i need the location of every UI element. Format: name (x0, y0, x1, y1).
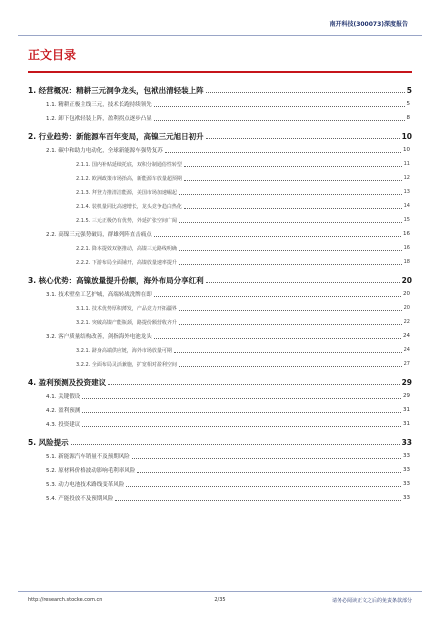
dot-leader (184, 180, 402, 181)
toc-entry-level-2[interactable] (0, 418, 440, 430)
toc-entry-page-number: 20 (401, 275, 412, 285)
dot-leader (154, 338, 401, 339)
dot-leader (179, 194, 402, 195)
toc-entry-label: 3.1.1. 技术优势厚积薄发，产品竞力开拓疆界 (76, 305, 177, 312)
toc-entry-page-number: 33 (403, 467, 410, 473)
dot-leader (206, 138, 400, 139)
page-footer (28, 594, 412, 606)
header-divider (18, 35, 422, 36)
dot-leader (132, 458, 401, 459)
footer-page-number: 2/35 (214, 597, 226, 603)
toc-entry-page-number: 24 (403, 333, 410, 339)
toc-entry-label: 4.2. 盈利预测 (46, 408, 81, 414)
toc-entry-level-2[interactable] (0, 492, 440, 504)
toc-entry-label: 5.3. 动力电池技术路线变革风险 (46, 482, 125, 488)
toc-entry-page-number: 10 (401, 131, 412, 141)
toc-entry-page-number: 29 (401, 377, 412, 387)
dot-leader (82, 426, 401, 427)
toc-entry-page-number: 20 (403, 305, 410, 311)
dot-leader (179, 250, 402, 251)
toc-entry-level-3[interactable] (0, 344, 440, 356)
toc-entry-label: 3.2.2. 全面布局灵活兼施，扩宽相对盈利空间 (76, 361, 177, 368)
toc-entry-label: 5.4. 产能投放不及预期风险 (46, 496, 114, 502)
dot-leader (82, 398, 401, 399)
report-header-title: 南开科技(300073)深度报告 (329, 21, 408, 28)
dot-leader (184, 166, 402, 167)
toc-entry-page-number: 15 (403, 217, 410, 223)
toc-entry-level-2[interactable] (0, 478, 440, 490)
toc-entry-level-3[interactable] (0, 242, 440, 254)
toc-entry-label: 2.1.1. 国内补贴延续托底，双积分制通俗性转型 (76, 161, 182, 168)
toc-title-underline (28, 71, 412, 73)
toc-entry-label: 4. 盈利预测及投资建议 (28, 377, 107, 387)
toc-entry-label: 2. 行业趋势：新能源车百年变局，高镍三元旭日初升 (28, 131, 204, 141)
toc-entry-level-1[interactable] (0, 274, 440, 286)
toc-entry-label: 3.2.1. 跻身高端供应链，海外市场放量可期 (76, 347, 172, 354)
toc-entry-level-2[interactable] (0, 228, 440, 240)
dot-leader (184, 208, 402, 209)
toc-entry-page-number: 33 (401, 437, 412, 447)
toc-entry-label: 5.2. 原材料价格波动影响毛利率风险 (46, 468, 136, 474)
toc-entry-level-3[interactable] (0, 172, 440, 184)
dot-leader (154, 106, 405, 107)
toc-entry-label: 3.2. 客户质量结构改善，剑指海外电池龙头 (46, 334, 152, 340)
toc-entry-label: 2.1. 碳中和助力电动化，全球新能源车强势复苏 (46, 148, 163, 154)
toc-entry-level-1[interactable] (0, 84, 440, 96)
toc-entry-label: 2.1.5. 三元正极仍有优势，外延扩张空间广阔 (76, 217, 177, 224)
toc-entry-label: 5. 风险提示 (28, 437, 69, 447)
toc-entry-page-number: 31 (403, 421, 410, 427)
toc-entry-page-number: 5 (406, 101, 410, 107)
toc-entry-level-1[interactable] (0, 130, 440, 142)
dot-leader (206, 92, 405, 93)
toc-entry-page-number: 31 (403, 407, 410, 413)
toc-entry-level-3[interactable] (0, 186, 440, 198)
dot-leader (179, 324, 402, 325)
dot-leader (154, 236, 401, 237)
toc-entry-label: 3.2.1. 突破高镍产能瓶颈，路提份额营收齐升 (76, 319, 177, 326)
toc-entry-page-number: 27 (403, 361, 410, 367)
toc-entry-label: 1.1. 精耕正极主线三元，技术长跑持续领先 (46, 102, 152, 108)
toc-entry-page-number: 12 (403, 175, 410, 181)
toc-entry-label: 2.1.4. 装机量同比高速增长，龙头竞争趋白热化 (76, 203, 182, 210)
dot-leader (137, 472, 401, 473)
footer-disclaimer: 请务必阅读正文之后的免责条款部分 (331, 597, 412, 604)
dot-leader (82, 412, 401, 413)
footer-divider (18, 591, 422, 592)
toc-entry-page-number: 33 (403, 495, 410, 501)
toc-entry-level-1[interactable] (0, 436, 440, 448)
toc-title: 正文目录 (28, 48, 77, 62)
dot-leader (71, 444, 400, 445)
toc-entry-page-number: 29 (403, 393, 410, 399)
toc-entry-level-2[interactable] (0, 330, 440, 342)
dot-leader (126, 486, 401, 487)
toc-entry-level-2[interactable] (0, 464, 440, 476)
dot-leader (154, 120, 405, 121)
toc-entry-label: 2.2.2. 下游布局全面铺开，高镍放量速率提升 (76, 259, 177, 266)
toc-entry-label: 2.1.2. 欧洲政策市场抬高，新能源车放量超预期 (76, 175, 182, 182)
toc-entry-label: 1. 经营概况：精耕三元洞争龙头，包袱出清轻装上阵 (28, 85, 204, 95)
toc-entry-page-number: 24 (403, 347, 410, 353)
toc-entry-level-3[interactable] (0, 158, 440, 170)
toc-entry-level-3[interactable] (0, 358, 440, 370)
dot-leader (179, 310, 402, 311)
toc-entry-level-3[interactable] (0, 316, 440, 328)
toc-entry-page-number: 14 (403, 203, 410, 209)
toc-entry-level-3[interactable] (0, 200, 440, 212)
dot-leader (179, 222, 402, 223)
toc-entry-level-3[interactable] (0, 256, 440, 268)
toc-entry-level-2[interactable] (0, 144, 440, 156)
dot-leader (108, 384, 399, 385)
toc-entry-level-3[interactable] (0, 302, 440, 314)
dot-leader (179, 366, 402, 367)
dot-leader (174, 352, 402, 353)
toc-entry-page-number: 16 (403, 245, 410, 251)
dot-leader (115, 500, 401, 501)
toc-entry-page-number: 33 (403, 481, 410, 487)
toc-entry-label: 5.1. 新能源汽车销量不及预期风险 (46, 454, 130, 460)
toc-entry-label: 1.2. 卸下包袱轻装上阵，盈利拐点逐步凸显 (46, 116, 152, 122)
toc-entry-page-number: 33 (403, 453, 410, 459)
toc-entry-page-number: 8 (406, 115, 410, 121)
toc-entry-level-2[interactable] (0, 450, 440, 462)
toc-entry-label: 3. 核心优势：高镍放量提升份额，海外布局分享红利 (28, 275, 204, 285)
toc-entry-level-2[interactable] (0, 390, 440, 402)
toc-entry-label: 2.2. 高镍三元强势破局，群雄列阵直击痛点 (46, 232, 152, 238)
dot-leader (206, 282, 400, 283)
toc-entry-level-1[interactable] (0, 376, 440, 388)
toc-entry-page-number: 11 (403, 161, 410, 167)
toc-entry-label: 2.1.3. 拜登力推清洁能源，美国市场加速崛起 (76, 189, 177, 196)
toc-entry-level-2[interactable] (0, 112, 440, 124)
toc-entry-level-2[interactable] (0, 288, 440, 300)
toc-entry-page-number: 16 (403, 231, 410, 237)
toc-entry-page-number: 20 (403, 291, 410, 297)
toc-entry-page-number: 22 (403, 319, 410, 325)
toc-entry-page-number: 5 (406, 85, 412, 95)
toc-entry-label: 4.1. 关键假设 (46, 394, 81, 400)
toc-entry-level-2[interactable] (0, 404, 440, 416)
toc-entry-label: 4.3. 投资建议 (46, 422, 81, 428)
footer-url-link[interactable]: http://research.stocke.com.cn (28, 597, 103, 603)
toc-entry-label: 3.1. 技术壁垒工艺护城，高端转战洗牌在即 (46, 292, 152, 298)
dot-leader (165, 152, 401, 153)
toc-entry-page-number: 10 (403, 147, 410, 153)
toc-entry-level-3[interactable] (0, 214, 440, 226)
dot-leader (154, 296, 401, 297)
toc-entry-page-number: 13 (403, 189, 410, 195)
toc-entry-page-number: 18 (403, 259, 410, 265)
dot-leader (179, 264, 402, 265)
toc-entry-level-2[interactable] (0, 98, 440, 110)
toc-entry-label: 2.2.1. 降本提效双驱推动，高镍三元路线明确 (76, 245, 177, 252)
page-header (0, 0, 440, 34)
